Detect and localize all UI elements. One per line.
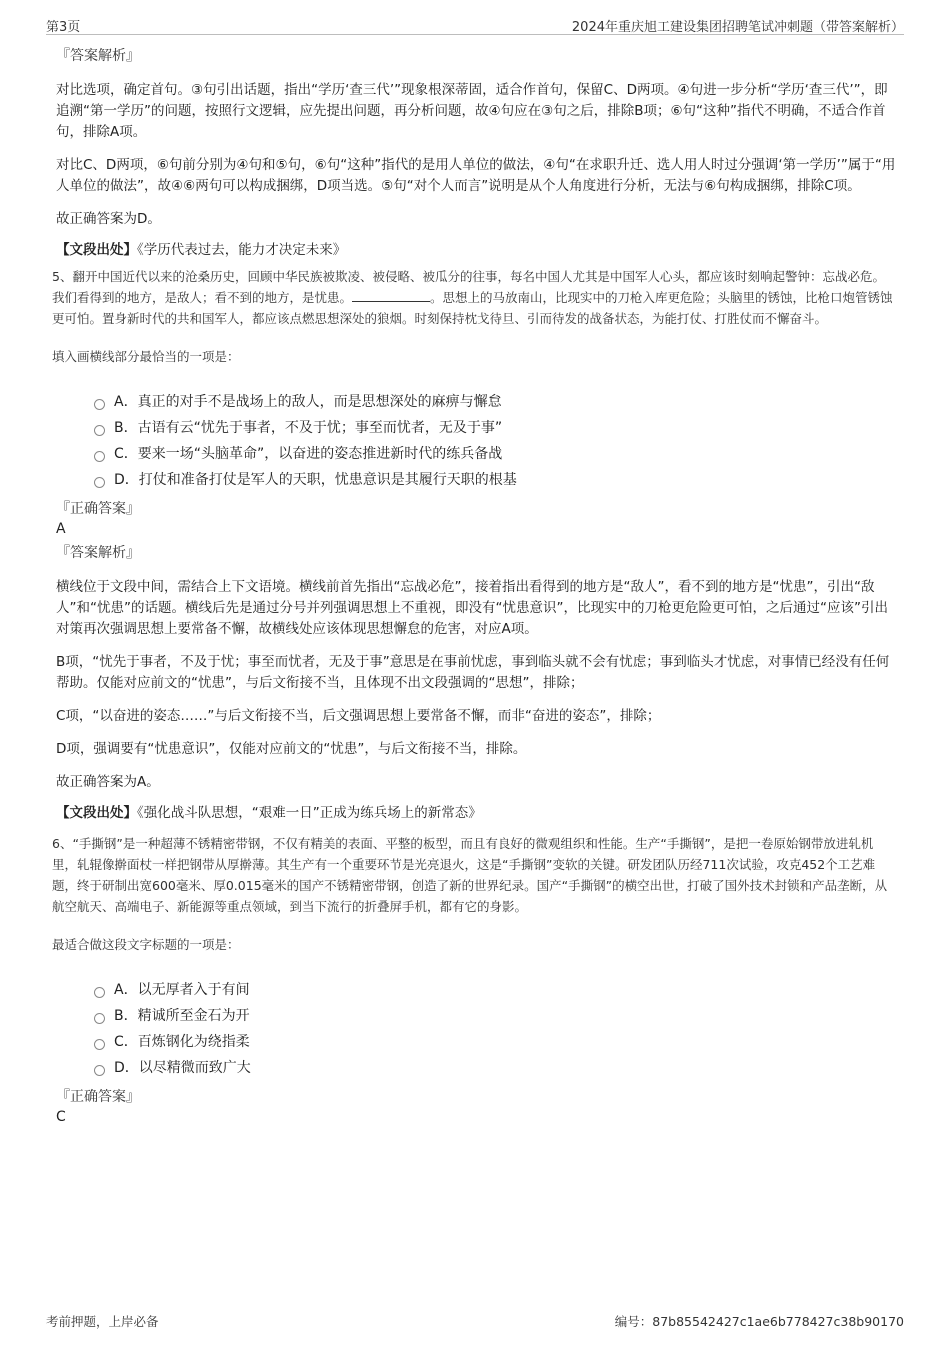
source-line <box>56 240 896 260</box>
option-d[interactable]: D．打仗和准备打仗是军人的天职，忧患意识是其履行天职的根基 <box>94 467 896 493</box>
correct-answer: C <box>56 1109 66 1125</box>
option-a[interactable]: A．真正的对手不是战场上的敌人，而是思想深处的麻痹与懈怠 <box>94 389 896 415</box>
radio-button[interactable] <box>94 987 105 998</box>
analysis-paragraph: B项，“忧先于事者，不及于忧；事至而忧者，无及于事”意思是在事前忧虑，事到临头就不会有忧虑；事到临头才忧虑，对事情已经没有任何帮助。仅能对应前文的“忧患”，与后文衔接不当，且体现不出文段强调的“思想”，排除； <box>56 654 890 691</box>
radio-button[interactable] <box>94 425 105 436</box>
option-b[interactable]: B．古语有云“忧先于事者，不及于忧；事至而忧者，无及于事” <box>94 415 896 441</box>
radio-button[interactable] <box>94 451 105 462</box>
conclusion: 故正确答案为D。 <box>56 211 161 227</box>
option-c[interactable]: C．要来一场“头脑革命”，以奋进的姿态推进新时代的练兵备战 <box>94 441 896 467</box>
source-line <box>56 803 896 823</box>
page-header <box>46 14 904 35</box>
source-label: 【文段出处】 <box>56 805 137 821</box>
footer-slogan: 考前押题，上岸必备 <box>46 1314 159 1329</box>
radio-button[interactable] <box>94 1065 105 1076</box>
analysis-paragraph: 对比C、D两项，⑥句前分别为④句和⑤句，⑥句“这种”指代的是用人单位的做法，④句“在求职升迁、选人用人时过分强调‘第一学历’”属于“用人单位的做法”，故④⑥两句可以构成捆绑，D项当选。⑤句“对个人而言”说明是从个人角度进行分析，无法与⑥句构成捆绑，排除C项。 <box>56 157 896 194</box>
analysis-paragraph: 对比选项，确定首句。③句引出话题，指出“学历‘查三代’”现象根深蒂固，适合作首句，保留C、D两项。④句进一步分析“学历‘查三代’”，即追溯“第一学历”的问题，按照行文逻辑，应先提出问题，再分析问题，故④句应在③句之后，排除B项；⑥句“这种”指代不明确，不适合作首句，排除A项。 <box>56 82 888 140</box>
page-content <box>52 46 896 1131</box>
page-footer <box>46 1312 904 1332</box>
source-title: 《学历代表过去，能力才决定未来》 <box>137 242 347 258</box>
option-b[interactable]: B．精诚所至金石为开 <box>94 1003 896 1029</box>
document-id: 编号：87b85542427c1ae6b778427c38b90170 <box>614 1314 904 1329</box>
analysis-paragraph: D项，强调要有“忧患意识”，仅能对应前文的“忧患”，与后文衔接不当，排除。 <box>56 741 527 757</box>
source-title: 《强化战斗队思想，“艰难一日”正成为练兵场上的新常态》 <box>137 805 482 821</box>
analysis-paragraph: C项，“以奋进的姿态……”与后文衔接不当，后文强调思想上要常备不懈，而非“奋进的姿态”，排除； <box>56 708 661 724</box>
question-6-text: 6、“手撕钢”是一种超薄不锈精密带钢，不仅有精美的表面、平整的板型，而且有良好的微观组织和性能。生产“手撕钢”，是把一卷原始钢带放进轧机里，轧辊像擀面杖一样把钢带从厚擀薄。其生产有一个重要环节是光亮退火，这是“手撕钢”变软的关键。研发团队历经711次试验，攻克452个工艺难题，终于研制出宽600毫米、厚0.015毫米的国产不锈精密带钢，创造了新的世界纪录。国产“手撕钢”的横空出世，打破了国外技术封锁和产品垄断，从航空航天、高端电子、新能源等重点领域，到当下流行的折叠屏手机，都有它的身影。 <box>52 836 888 914</box>
document-title: 2024年重庆旭工建设集团招聘笔试冲刺题（带答案解析） <box>571 20 904 35</box>
option-d[interactable]: D．以尽精微而致广大 <box>94 1055 896 1081</box>
correct-answer-tag: 『正确答案』 <box>56 501 140 517</box>
source-label: 【文段出处】 <box>56 242 137 258</box>
radio-button[interactable] <box>94 1013 105 1024</box>
fill-blank <box>352 289 430 302</box>
analysis-paragraph: 横线位于文段中间，需结合上下文语境。横线前首先指出“忘战必危”，接着指出看得到的地方是“敌人”，看不到的地方是“忧患”，引出“敌人”和“忧患”的话题。横线后先是通过分号并列强调思想上不重视，即没有“忧患意识”，比现实中的刀枪更危险更可怕，之后通过“应该”引出对策再次强调思想上要常备不懈，故横线处应该体现思想懈怠的危害，对应A项。 <box>56 579 888 637</box>
radio-button[interactable] <box>94 399 105 410</box>
radio-button[interactable] <box>94 1039 105 1050</box>
correct-answer-tag: 『正确答案』 <box>56 1089 140 1105</box>
correct-answer: A <box>56 521 66 537</box>
question-5-text: 5、翻开中国近代以来的沧桑历史，回顾中华民族被欺凌、被侵略、被瓜分的往事，每名中国人尤其是中国军人心头，都应该时刻响起警钟：忘战必危。我们看得到的地方，是敌人；看不到的地方，是忧患。 。思想上的马放南山，比现实中的刀枪入库更危险；头脑里的锈蚀，比枪口炮管锈蚀更可怕。置身新时代的共和国军人，都应该点燃思想深处的狼烟。时刻保持枕戈待旦、引而待发的战备状态，为能打仗、打胜仗而不懈奋斗。 <box>52 269 893 326</box>
question-6-prompt: 最适合做这段文字标题的一项是： <box>52 937 240 952</box>
option-a[interactable]: A．以无厚者入于有间 <box>94 977 896 1003</box>
question-5-options <box>94 389 896 493</box>
conclusion: 故正确答案为A。 <box>56 774 160 790</box>
question-5-prompt: 填入画横线部分最恰当的一项是： <box>52 349 240 364</box>
question-6-options <box>94 977 896 1081</box>
answer-analysis-tag: 『答案解析』 <box>56 48 140 64</box>
radio-button[interactable] <box>94 477 105 488</box>
page-number: 第3页 <box>46 20 81 35</box>
answer-analysis-tag: 『答案解析』 <box>56 545 140 561</box>
option-c[interactable]: C．百炼钢化为绕指柔 <box>94 1029 896 1055</box>
